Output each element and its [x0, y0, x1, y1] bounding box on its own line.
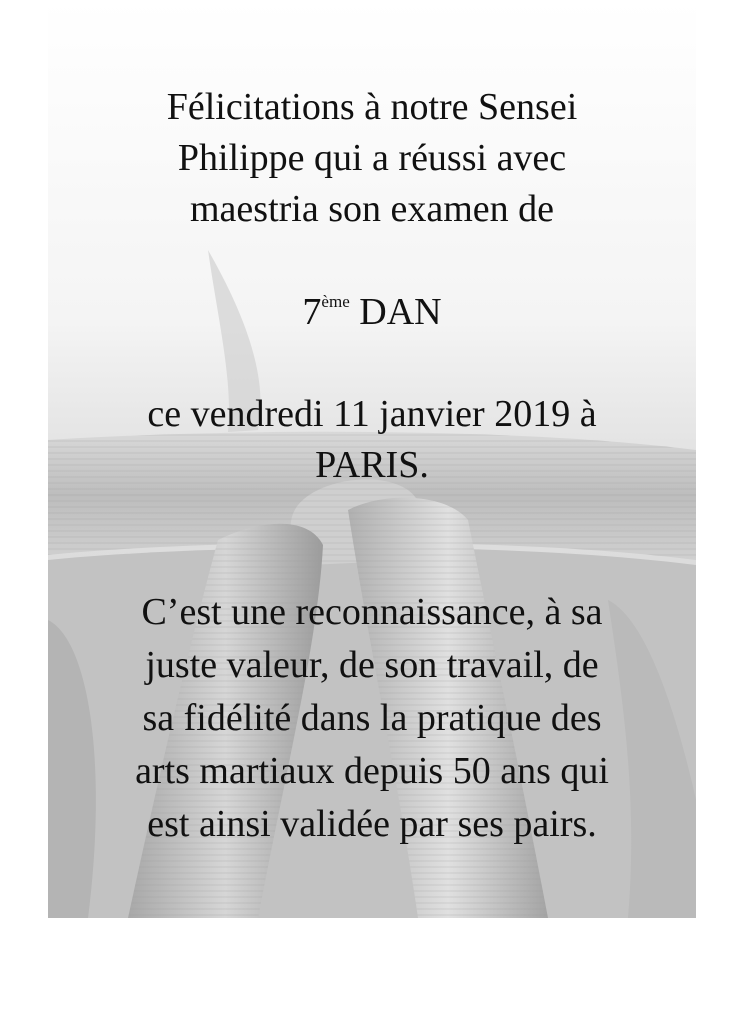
message-line-5: est ainsi validée par ses pairs. [147, 803, 597, 845]
message-line-3: sa fidélité dans la pratique des [142, 697, 602, 739]
intro-line-3: maestria son examen de [189, 188, 555, 230]
grade-number: 7 [302, 291, 322, 333]
date-line-1: ce vendredi 11 janvier 2019 à [147, 393, 597, 435]
intro-line-2: Philippe qui a réussi avec [177, 137, 567, 179]
message-line-4: arts martiaux depuis 50 ans qui [135, 750, 609, 792]
grade-line [0, 290, 744, 334]
grade-label: DAN [359, 291, 442, 333]
message-line-2: juste valeur, de son travail, de [145, 644, 599, 686]
date-line-2: PARIS. [315, 444, 429, 486]
intro-line-1: Félicitations à notre Sensei [166, 86, 578, 128]
message-line-1: C’est une reconnaissance, à sa [141, 591, 603, 633]
grade-suffix: ème [321, 292, 350, 311]
